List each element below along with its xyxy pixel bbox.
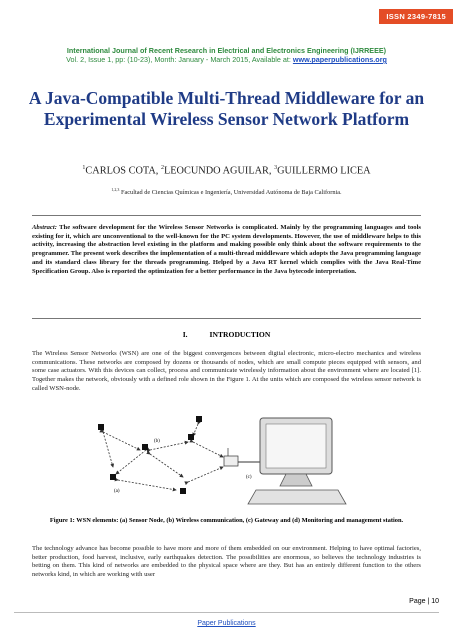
affiliation [0, 187, 453, 196]
sensor-nodes [98, 416, 202, 494]
section-number: I. [182, 330, 188, 339]
wsn-figure [88, 412, 388, 510]
section-title: INTRODUCTION [209, 330, 271, 339]
page-number: Page | 10 [409, 598, 439, 605]
sensor-node-icon [180, 488, 186, 494]
abstract-text: The software development for the Wireless Sensor Networks is complicated. Mainly by the programming languages and tools existing for it, which are unconventional to the well-known for the PC system developments. However, the use of middleware helps to this activity, increasing the abstraction level existing in the platform and making possible only think about the software requirements to the programmer. The present work describes the implementation of a multi-thread middleware which adopts the Java programming language and its standard class library for the threads programming. Helped by a Java RT kernel which complies with the Java Real-Time Specification Group. Also is reported the optimization for a better performance in the Java bytecode interpretation. [32, 224, 421, 275]
label-c: (c) [246, 475, 252, 480]
sensor-node-icon [188, 434, 194, 440]
footer-rule [14, 612, 439, 613]
gateway-icon [224, 448, 238, 466]
author-2-sup: 2 [160, 165, 164, 171]
issue-line [18, 55, 435, 64]
issn-badge [379, 9, 453, 24]
label-a: (a) [114, 489, 120, 494]
affiliation-text: Facultad de Ciencias Químicas e Ingeniería, Universidad Autónoma de Baja California. [119, 189, 342, 197]
intro-paragraph-2: The technology advance has become possible to have more and more of them embedded on our environment. Helping to have optimal factories, better production, food harvest, inclusive, early earthquakes detection. The possibilities are enormous, so believes the technology industries is betting on them. This kind of networks are embedded to the physical space where are they. But has an entirely different function to the others networks kind, in which are working with user [32, 545, 421, 579]
wireless-links [103, 424, 223, 490]
paper-title: A Java-Compatible Multi-Thread Middleware for an Experimental Wireless Sensor Network Platform [28, 88, 425, 129]
publisher-link[interactable]: Paper Publications [197, 620, 256, 627]
abstract-top-rule [32, 215, 421, 216]
label-b: (b) [154, 439, 160, 444]
journal-header [18, 46, 435, 64]
abstract-bottom-rule [32, 318, 421, 319]
author-1-name: CARLOS COTA, [85, 165, 161, 177]
author-3-sup: 3 [274, 165, 278, 171]
issue-info: Vol. 2, Issue 1, pp: (10-23), Month: January - March 2015, Available at: [66, 55, 293, 64]
abstract-block [32, 224, 421, 276]
monitor-station-icon [248, 418, 346, 504]
sensor-node-icon [196, 416, 202, 422]
journal-name: International Journal of Recent Research in Electrical and Electronics Engineering (IJRREEE) [66, 46, 387, 55]
sensor-node-icon [98, 424, 104, 430]
author-list [0, 165, 453, 176]
journal-url-link[interactable]: www.paperpublications.org [292, 55, 387, 64]
section-heading [0, 330, 453, 339]
author-3-name: GUILLERMO LICEA [277, 165, 371, 177]
intro-paragraph-1: The Wireless Sensor Networks (WSN) are one of the biggest convergences between digital electronic, micro-electro mechanics and wireless communications. These networks are composed by dozens or thousands of nodes, which are small compute pieces equipped with sensors, and some case actuators. With this devices can collect, process and communicate wirelessly information about the environment where are located [1]. Together makes the network, obviously with a defined role shown in the Figure 1. At the units which are composed the wireless sensor network is called WSN-node. [32, 350, 421, 392]
author-2-name: LEOCUNDO AGUILAR, [163, 165, 275, 177]
author-1-sup: 1 [82, 165, 86, 171]
affiliation-sup: 1,2,3 [111, 187, 120, 192]
sensor-node-icon [142, 444, 148, 450]
sensor-node-icon [110, 474, 116, 480]
issn-text: ISSN 2349-7815 [386, 12, 446, 21]
figure-caption: Figure 1: WSN elements: (a) Sensor Node, (b) Wireless communication, (c) Gateway and (d) Monitoring and management station. [49, 517, 404, 524]
abstract-label: Abstract: [32, 224, 57, 231]
